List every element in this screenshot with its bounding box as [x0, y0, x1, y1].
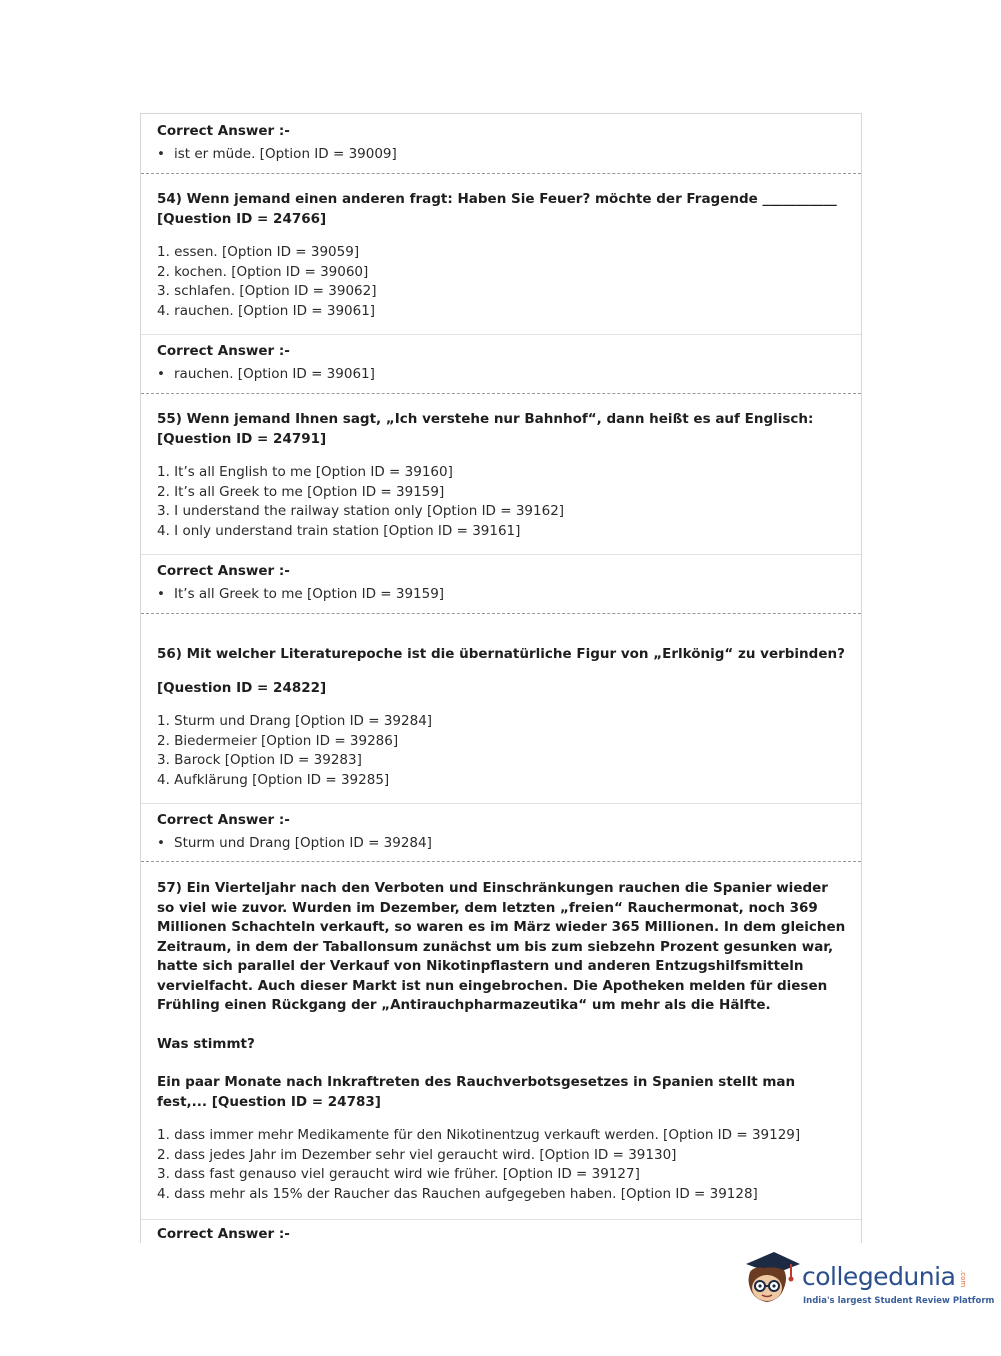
option-item: 3. Barock [Option ID = 39283] [157, 752, 362, 768]
option-item: 4. rauchen. [Option ID = 39061] [157, 302, 376, 319]
question-text: 56) Mit welcher Literaturepoche ist die übernatürliche Figur von „Erlkönig“ zu verbinden? [157, 646, 845, 662]
option-item: 4. I only understand train station [Option ID = 39161] [157, 522, 521, 539]
logo-suffix: .com [959, 1270, 967, 1288]
option-item: 1. essen. [Option ID = 39059] [157, 244, 360, 260]
question-text: 54) Wenn jemand einen anderen fragt: Haben Sie Feuer? möchte der Fragende ___________ [Question ID = 24766] [157, 191, 837, 227]
question-prompt: Was stimmt? [157, 1035, 255, 1052]
answer-label: Correct Answer :- [157, 123, 290, 139]
question-text: Ein paar Monate nach Inkraftreten des Rauchverbotsgesetzes in Spanien stellt man fest,... [Question ID = 24783] [157, 1074, 796, 1110]
answer-item: • It’s all Greek to me [Option ID = 39159] [157, 586, 445, 602]
option-list [157, 1126, 861, 1204]
question-56 [141, 645, 861, 790]
solid-divider [141, 1219, 861, 1220]
option-item: 3. I understand the railway station only [Option ID = 39162] [157, 503, 565, 519]
answer-label: Correct Answer :- [157, 1226, 290, 1242]
option-list [157, 712, 861, 790]
answer-item: • rauchen. [Option ID = 39061] [157, 366, 375, 382]
question-paper [140, 113, 862, 1243]
answer-block-54 [141, 342, 861, 385]
answer-item: • Sturm und Drang [Option ID = 39284] [157, 835, 432, 851]
option-item: 2. kochen. [Option ID = 39060] [157, 263, 369, 280]
passage-text: 57) Ein Vierteljahr nach den Verboten und Einschränkungen rauchen die Spanier wieder so viel wie zuvor. Wurden im Dezember, dem letzten „freien“ Rauchermonat, noch 369 Millionen Schachteln verkauft, so waren es im März wieder 365 Millionen. In dem gleichen Zeitraum, in dem der Taballonsum zunächst um bis zum siebzehn Prozent gesunken war, hatte sich parallel der Verkauf von Nikotinpflastern und anderen Entzugshilfsmitteln vervielfacht. Auch dieser Markt ist nun eingebrochen. Die Apotheken melden für diesen Frühling einen Rückgang der „Antirauchpharmazeutika“ um mehr als die Hälfte. [157, 880, 846, 1013]
option-item: 4. dass mehr als 15% der Raucher das Rauchen aufgegeben haben. [Option ID = 39128] [157, 1185, 758, 1202]
answer-item: • ist er müde. [Option ID = 39009] [157, 146, 397, 162]
option-item: 1. Sturm und Drang [Option ID = 39284] [157, 713, 433, 729]
question-id: [Question ID = 24822] [157, 679, 327, 696]
answer-label: Correct Answer :- [157, 343, 290, 359]
answer-label: Correct Answer :- [157, 812, 290, 828]
answer-block-53 [141, 122, 861, 165]
option-item: 2. dass jedes Jahr im Dezember sehr viel geraucht wird. [Option ID = 39130] [157, 1146, 677, 1163]
option-item: 4. Aufklärung [Option ID = 39285] [157, 771, 390, 788]
mascot-icon [740, 1248, 802, 1310]
dashed-divider [141, 861, 861, 862]
logo-wordmark: collegedunia [802, 1262, 956, 1291]
option-list [157, 243, 861, 321]
solid-divider [141, 334, 861, 335]
logo-tagline: India's largest Student Review Platform [803, 1296, 995, 1306]
solid-divider [141, 554, 861, 555]
collegedunia-logo [740, 1248, 995, 1318]
question-text: 55) Wenn jemand Ihnen sagt, „Ich verstehe nur Bahnhof“, dann heißt es auf Englisch: [Question ID = 24791] [157, 411, 814, 447]
option-item: 3. schlafen. [Option ID = 39062] [157, 283, 377, 299]
answer-block-55 [141, 562, 861, 605]
option-item: 3. dass fast genauso viel geraucht wird wie früher. [Option ID = 39127] [157, 1166, 640, 1182]
dashed-divider [141, 613, 861, 614]
answer-block-57 [141, 1225, 861, 1244]
solid-divider [141, 803, 861, 804]
option-item: 1. It’s all English to me [Option ID = 39160] [157, 464, 453, 480]
option-list [157, 463, 861, 541]
option-item: 1. dass immer mehr Medikamente für den Nikotinentzug verkauft werden. [Option ID = 39129] [157, 1127, 801, 1143]
question-54 [141, 190, 861, 321]
question-55 [141, 410, 861, 541]
question-57 [141, 879, 861, 1204]
answer-label: Correct Answer :- [157, 563, 290, 579]
dashed-divider [141, 393, 861, 394]
answer-block-56 [141, 811, 861, 854]
option-item: 2. It’s all Greek to me [Option ID = 39159] [157, 483, 445, 500]
dashed-divider [141, 173, 861, 174]
option-item: 2. Biedermeier [Option ID = 39286] [157, 732, 399, 749]
